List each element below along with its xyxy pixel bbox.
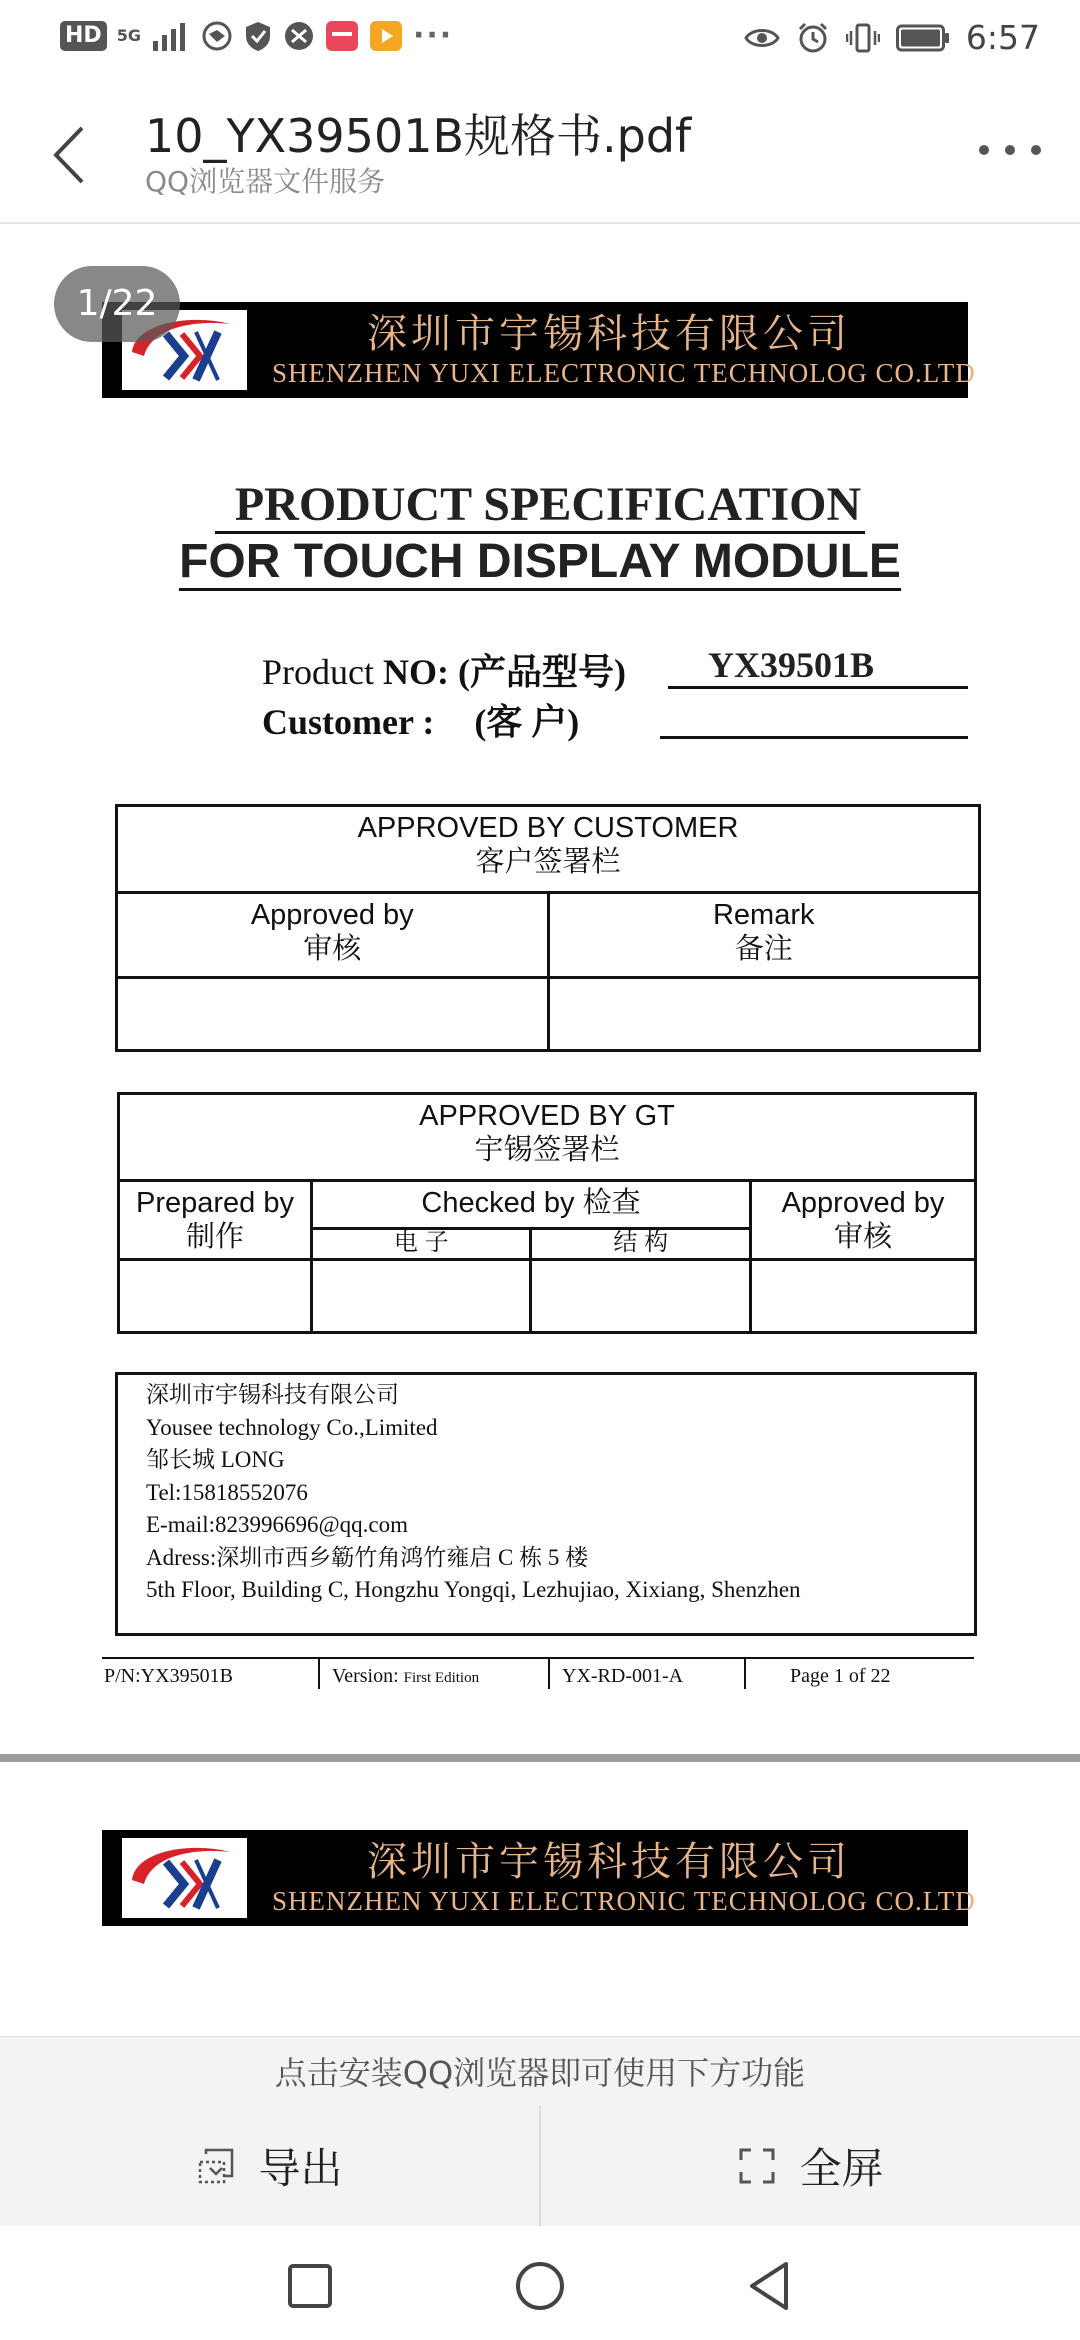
back-button[interactable] [40,110,100,200]
customer-table-header [117,806,980,893]
customer-approval-table [115,804,981,1052]
nav-back-button[interactable] [740,2256,800,2316]
yx-logo-icon [122,1838,247,1918]
footer-version-value: First Edition [403,1670,480,1686]
spec-title-line2 [0,534,1080,589]
address-line: Yousee technology Co.,Limited [146,1414,438,1440]
customer-table-header-en: APPROVED BY CUSTOMER [357,812,739,844]
hd-badge: HD [60,21,107,51]
status-right [744,18,1040,57]
alarm-icon [796,21,830,55]
gt-col-prepared-en: Prepared by [136,1187,294,1219]
nav-recents-button[interactable] [280,2256,340,2316]
chevron-left-icon [40,110,100,200]
gt-electronic-cell [312,1260,531,1333]
customer-approved-signature-cell [117,978,549,1051]
page-footer [102,1657,974,1691]
document-subtitle: QQ浏览器文件服务 [145,165,386,198]
customer-col-remark-cn: 备注 [734,933,793,965]
banner-company-en: SHENZHEN YUXI ELECTRONIC TECHNOLOG CO.LTD [272,1886,976,1916]
fullscreen-label: 全屏 [799,2144,884,2193]
gt-col-checked [312,1181,751,1229]
customer-blank-line [660,736,968,739]
gt-col-checked-text: Checked by 检查 [421,1187,641,1219]
pdf-page-2 [0,1762,1080,2036]
customer-line [262,694,579,745]
product-no-cn: (产品型号) [449,652,626,692]
gt-col-approved-cn: 审核 [833,1221,892,1253]
customer-table-header-cn: 客户签署栏 [475,846,621,878]
footer-divider [318,1659,320,1689]
gt-structure-cell [531,1260,751,1333]
address-line: 深圳市宇锡科技有限公司 [146,1382,399,1407]
footer-divider [744,1659,746,1689]
product-no-bold: NO: [383,652,449,692]
product-no-label: Product [262,652,383,692]
footer-version-label: Version: [332,1665,404,1687]
gt-approved-cell [751,1260,976,1333]
customer-col-approved-en: Approved by [250,899,414,931]
banner-company-en: SHENZHEN YUXI ELECTRONIC TECHNOLOG CO.LTD [272,358,976,388]
customer-col-remark-en: Remark [712,899,815,931]
action-bar [0,2106,1080,2226]
customer-col-approved-cn: 审核 [303,933,362,965]
page-indicator: 1/22 [54,266,180,342]
address-line: 5th Floor, Building C, Hongzhu Yongqi, Lezhujiao, Xixiang, Shenzhen [146,1577,801,1602]
gt-col-prepared-cn: 制作 [185,1221,244,1253]
address-line: E-mail:823996696@qq.com [146,1512,409,1537]
vibrate-icon [846,21,880,55]
product-no-value: YX39501B [668,644,968,689]
address-line: Tel:15818552076 [146,1479,308,1505]
more-menu-button[interactable] [970,120,1050,180]
nav-home-button[interactable] [510,2256,570,2316]
spec-title-line1-text: PRODUCT SPECIFICATION [215,478,865,534]
footer-version [332,1665,479,1688]
spec-title-line2-text: FOR TOUCH DISPLAY MODULE [179,535,901,591]
footer-page-number: Page 1 of 22 [790,1665,891,1687]
more-dots-icon [970,120,1050,180]
company-banner [102,1830,976,1926]
customer-cn: (客 户) [474,702,580,742]
vpn-icon [201,20,233,52]
gt-col-approved-en: Approved by [781,1187,945,1219]
eye-icon [744,25,780,51]
gt-table-header-cn: 宇锡签署栏 [474,1134,620,1166]
contact-address-box [115,1372,977,1636]
battery-icon [896,24,950,52]
pdf-viewport[interactable] [0,224,1080,2036]
fullscreen-icon [737,2146,777,2186]
footer-part-number: P/N:YX39501B [104,1665,233,1687]
gt-col-checked-structure: 结 构 [531,1229,751,1260]
gt-col-checked-electronic: 电 子 [312,1229,531,1260]
export-button[interactable] [0,2106,539,2226]
gt-table-header [119,1094,976,1181]
gt-prepared-cell [119,1260,312,1333]
signal-icon [151,21,191,51]
address-line: Adress:深圳市西乡簕竹角鸿竹雍启 C 栋 5 楼 [146,1544,589,1570]
title-bar [0,80,1080,224]
circle-icon [510,2256,570,2316]
document-title: 10_YX39501B规格书.pdf [145,109,692,163]
fullscreen-button[interactable] [539,2106,1080,2226]
gt-col-approved [751,1181,976,1260]
banner-company-cn: 深圳市宇锡科技有限公司 [367,1839,851,1885]
clock: 6:57 [965,18,1040,57]
system-nav-bar [0,2226,1080,2340]
triangle-back-icon [740,2256,800,2316]
customer-remark-cell [548,978,980,1051]
footer-divider [548,1659,550,1689]
status-bar [0,0,1080,80]
export-icon [196,2146,236,2186]
app-icon [283,20,315,52]
banner-company-cn: 深圳市宇锡科技有限公司 [367,311,851,357]
page-separator [0,1754,1080,1762]
install-prompt[interactable]: 点击安装QQ浏览器即可使用下方功能 [0,2036,1080,2107]
gt-col-prepared [119,1181,312,1260]
address-line: 邹长城 LONG [146,1447,285,1472]
gt-table-header-en: APPROVED BY GT [419,1100,675,1132]
company-banner [102,302,976,398]
customer-col-remark [548,893,980,978]
footer-doc-code: YX-RD-001-A [562,1665,684,1687]
company-logo [122,1838,247,1918]
huawei-icon [325,20,359,52]
video-icon [369,20,403,52]
square-icon [280,2256,340,2316]
customer-label: Customer : [262,702,435,742]
more-notifications: ··· [412,18,454,53]
gt-approval-table [117,1092,977,1334]
5g-badge: 5G [116,25,141,45]
pdf-page-1 [0,224,1080,1759]
shield-icon [243,20,273,52]
spec-title-line1 [0,477,1080,532]
export-label: 导出 [258,2144,343,2193]
status-left [60,18,453,53]
customer-col-approved [117,893,549,978]
product-no-line [262,644,626,695]
